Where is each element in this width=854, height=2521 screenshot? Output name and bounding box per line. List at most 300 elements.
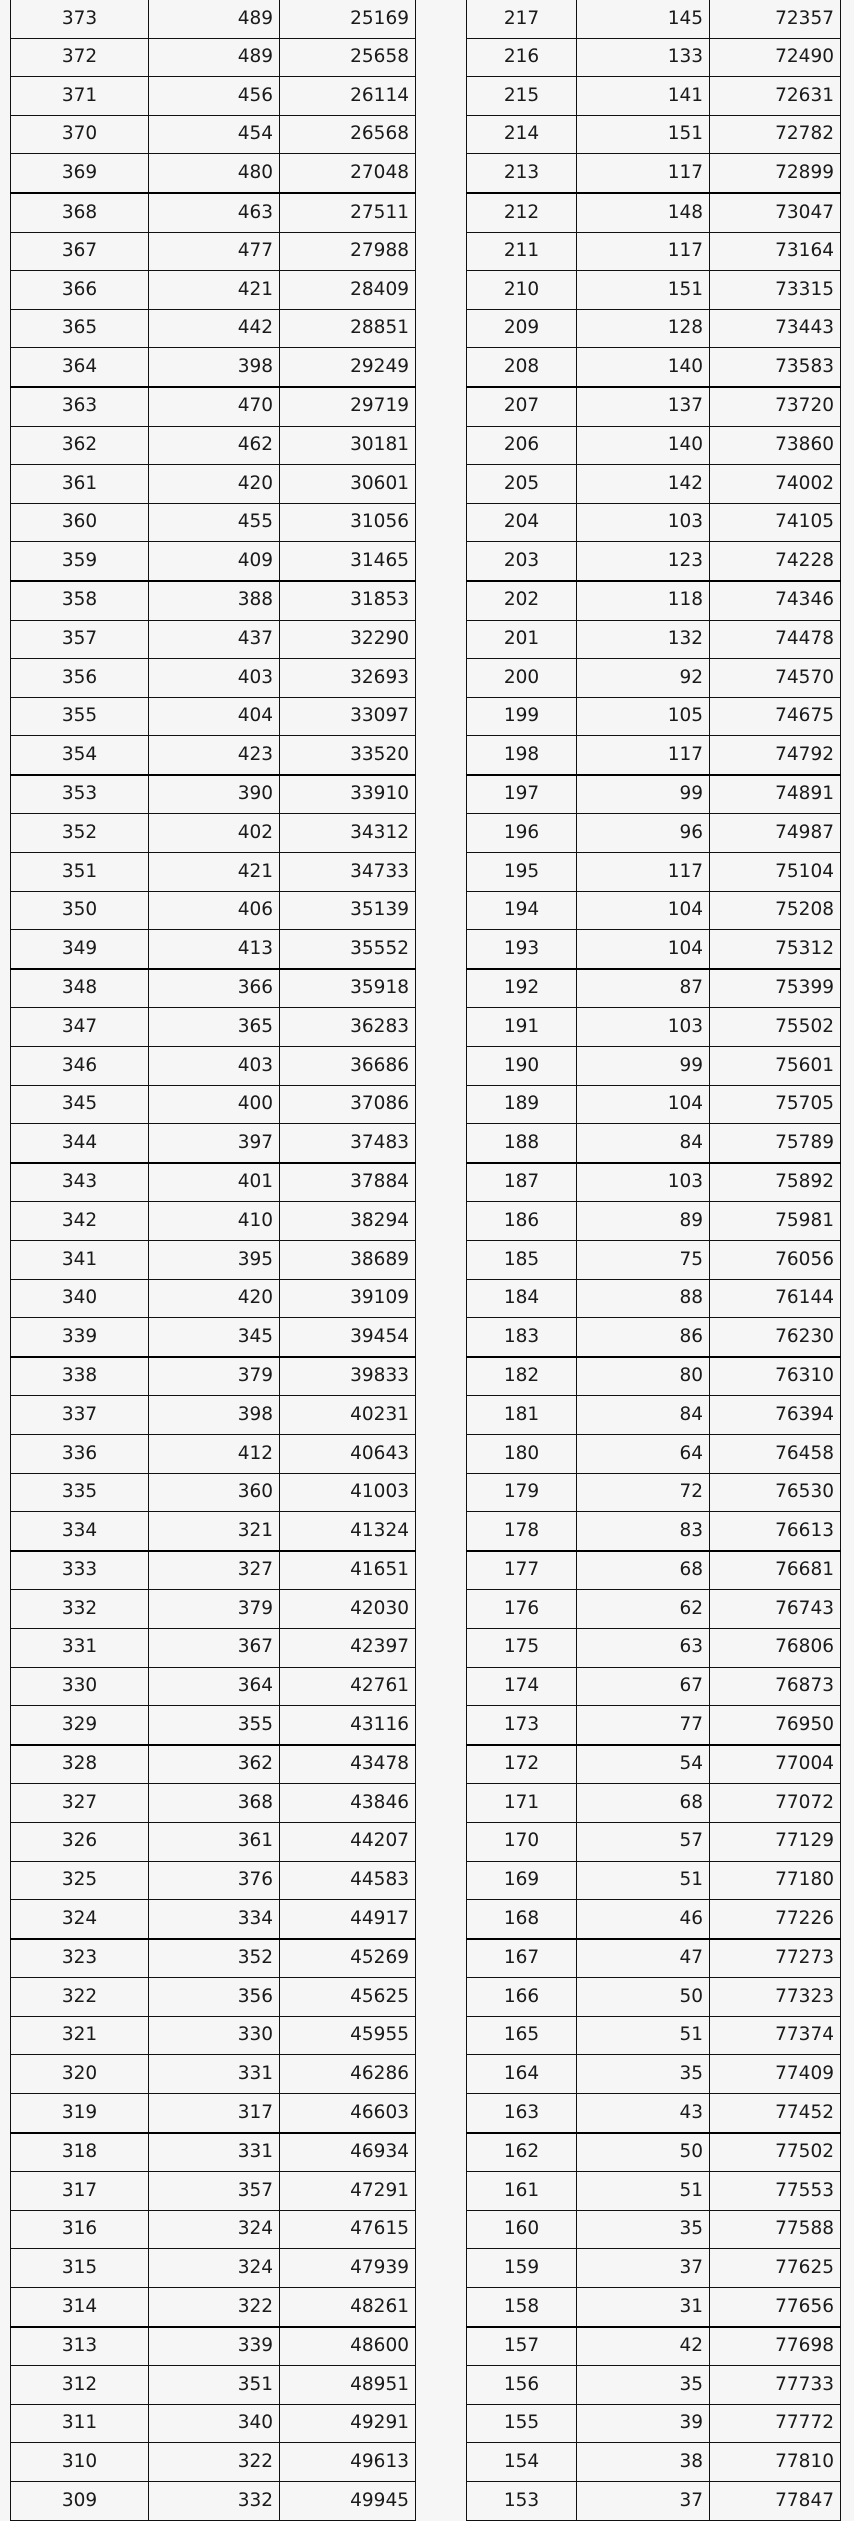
table-row [11,930,416,969]
table-row [11,2249,416,2288]
count-cell: 87 [577,969,710,1008]
cumulative-cell: 25169 [280,0,416,38]
table-row [467,2094,841,2133]
score-cell: 198 [467,736,577,775]
score-cell: 191 [467,1008,577,1047]
table-row [11,620,416,659]
cumulative-cell: 42397 [280,1628,416,1667]
table-row [467,387,841,426]
score-cell: 210 [467,271,577,310]
count-cell: 151 [577,271,710,310]
score-cell: 362 [11,426,149,465]
cumulative-cell: 75892 [710,1163,841,1202]
score-cell: 358 [11,581,149,620]
score-cell: 195 [467,853,577,892]
score-table-left-body [11,0,416,2520]
score-cell: 312 [11,2366,149,2405]
score-cell: 318 [11,2133,149,2172]
cumulative-cell: 39109 [280,1279,416,1318]
count-cell: 117 [577,154,710,193]
score-cell: 167 [467,1939,577,1978]
cumulative-cell: 77409 [710,2055,841,2094]
count-cell: 379 [149,1590,280,1629]
count-cell: 133 [577,38,710,77]
table-row [467,775,841,814]
count-cell: 331 [149,2055,280,2094]
table-row [467,2366,841,2405]
count-cell: 437 [149,620,280,659]
table-row [11,1822,416,1861]
table-row [11,2133,416,2172]
score-cell: 172 [467,1745,577,1784]
count-cell: 331 [149,2133,280,2172]
score-cell: 184 [467,1279,577,1318]
cumulative-cell: 77129 [710,1822,841,1861]
cumulative-cell: 30601 [280,465,416,504]
score-cell: 205 [467,465,577,504]
table-row [467,853,841,892]
cumulative-cell: 76806 [710,1628,841,1667]
table-row [467,1939,841,1978]
table-row [11,1861,416,1900]
table-row [11,1784,416,1823]
count-cell: 88 [577,1279,710,1318]
score-cell: 360 [11,503,149,542]
score-cell: 331 [11,1628,149,1667]
cumulative-cell: 75981 [710,1202,841,1241]
score-cell: 356 [11,659,149,698]
count-cell: 365 [149,1008,280,1047]
count-cell: 99 [577,1047,710,1086]
table-row [467,271,841,310]
cumulative-cell: 46934 [280,2133,416,2172]
count-cell: 388 [149,581,280,620]
cumulative-cell: 76873 [710,1667,841,1706]
count-cell: 123 [577,542,710,581]
cumulative-cell: 41651 [280,1551,416,1590]
table-row [11,1008,416,1047]
score-cell: 319 [11,2094,149,2133]
count-cell: 379 [149,1357,280,1396]
table-row [11,2055,416,2094]
cumulative-cell: 77374 [710,2016,841,2055]
count-cell: 104 [577,891,710,930]
score-cell: 207 [467,387,577,426]
table-row [467,1667,841,1706]
count-cell: 117 [577,232,710,271]
score-cell: 329 [11,1706,149,1745]
score-cell: 155 [467,2404,577,2443]
count-cell: 75 [577,1241,710,1280]
count-cell: 406 [149,891,280,930]
count-cell: 118 [577,581,710,620]
score-cell: 328 [11,1745,149,1784]
cumulative-cell: 48600 [280,2327,416,2366]
score-cell: 313 [11,2327,149,2366]
cumulative-cell: 73583 [710,348,841,387]
count-cell: 355 [149,1706,280,1745]
table-row [467,309,841,348]
table-row [11,2210,416,2249]
cumulative-cell: 49613 [280,2443,416,2482]
cumulative-cell: 43478 [280,1745,416,1784]
score-cell: 193 [467,930,577,969]
score-cell: 192 [467,969,577,1008]
score-cell: 317 [11,2172,149,2211]
cumulative-cell: 75399 [710,969,841,1008]
score-table-left [10,0,416,2521]
count-cell: 103 [577,1163,710,1202]
cumulative-cell: 74346 [710,581,841,620]
score-cell: 182 [467,1357,577,1396]
count-cell: 50 [577,2133,710,2172]
score-cell: 190 [467,1047,577,1086]
count-cell: 403 [149,1047,280,1086]
table-row [467,2016,841,2055]
cumulative-cell: 45269 [280,1939,416,1978]
count-cell: 330 [149,2016,280,2055]
count-cell: 148 [577,193,710,232]
cumulative-cell: 43116 [280,1706,416,1745]
table-row [11,1978,416,2017]
cumulative-cell: 77004 [710,1745,841,1784]
cumulative-cell: 73720 [710,387,841,426]
table-row [467,1978,841,2017]
count-cell: 402 [149,814,280,853]
count-cell: 83 [577,1512,710,1551]
score-cell: 156 [467,2366,577,2405]
count-cell: 103 [577,1008,710,1047]
table-row [11,853,416,892]
cumulative-cell: 74987 [710,814,841,853]
count-cell: 132 [577,620,710,659]
score-cell: 365 [11,309,149,348]
table-row [467,1202,841,1241]
count-cell: 43 [577,2094,710,2133]
count-cell: 456 [149,77,280,116]
score-cell: 211 [467,232,577,271]
cumulative-cell: 44917 [280,1900,416,1939]
score-cell: 359 [11,542,149,581]
cumulative-cell: 37884 [280,1163,416,1202]
table-row [467,2210,841,2249]
cumulative-cell: 44207 [280,1822,416,1861]
score-cell: 164 [467,2055,577,2094]
table-row [467,0,841,38]
count-cell: 400 [149,1085,280,1124]
cumulative-cell: 37483 [280,1124,416,1163]
table-row [11,1396,416,1435]
score-cell: 166 [467,1978,577,2017]
table-row [467,1279,841,1318]
table-row [11,2016,416,2055]
table-row [467,1357,841,1396]
cumulative-cell: 73315 [710,271,841,310]
score-cell: 157 [467,2327,577,2366]
count-cell: 51 [577,2016,710,2055]
cumulative-cell: 75312 [710,930,841,969]
score-cell: 158 [467,2288,577,2327]
cumulative-cell: 72782 [710,115,841,154]
cumulative-cell: 46603 [280,2094,416,2133]
cumulative-cell: 26568 [280,115,416,154]
score-cell: 326 [11,1822,149,1861]
table-row [11,1667,416,1706]
score-cell: 366 [11,271,149,310]
table-row [467,620,841,659]
score-cell: 351 [11,853,149,892]
cumulative-cell: 76743 [710,1590,841,1629]
cumulative-cell: 33097 [280,697,416,736]
score-cell: 345 [11,1085,149,1124]
cumulative-cell: 47291 [280,2172,416,2211]
table-row [11,969,416,1008]
table-row [11,1357,416,1396]
cumulative-cell: 46286 [280,2055,416,2094]
table-row [467,2443,841,2482]
cumulative-cell: 74570 [710,659,841,698]
table-row [467,1512,841,1551]
score-cell: 200 [467,659,577,698]
cumulative-cell: 77810 [710,2443,841,2482]
table-row [467,697,841,736]
score-cell: 323 [11,1939,149,1978]
table-row [11,1473,416,1512]
count-cell: 390 [149,775,280,814]
score-cell: 340 [11,1279,149,1318]
score-cell: 341 [11,1241,149,1280]
table-row [11,2366,416,2405]
score-cell: 159 [467,2249,577,2288]
count-cell: 104 [577,1085,710,1124]
table-row [467,348,841,387]
cumulative-cell: 45625 [280,1978,416,2017]
score-cell: 343 [11,1163,149,1202]
count-cell: 84 [577,1124,710,1163]
cumulative-cell: 76310 [710,1357,841,1396]
count-cell: 103 [577,503,710,542]
table-row [11,1512,416,1551]
table-row [467,1628,841,1667]
cumulative-cell: 35918 [280,969,416,1008]
table-row [467,1590,841,1629]
table-row [467,1008,841,1047]
score-cell: 173 [467,1706,577,1745]
cumulative-cell: 77452 [710,2094,841,2133]
count-cell: 63 [577,1628,710,1667]
count-cell: 137 [577,387,710,426]
table-row [11,1163,416,1202]
score-cell: 160 [467,2210,577,2249]
table-row [467,38,841,77]
count-cell: 368 [149,1784,280,1823]
count-cell: 67 [577,1667,710,1706]
table-row [11,309,416,348]
cumulative-cell: 77226 [710,1900,841,1939]
count-cell: 35 [577,2055,710,2094]
score-cell: 320 [11,2055,149,2094]
cumulative-cell: 36283 [280,1008,416,1047]
table-row [467,193,841,232]
count-cell: 37 [577,2249,710,2288]
cumulative-cell: 77273 [710,1939,841,1978]
count-cell: 47 [577,1939,710,1978]
table-row [467,969,841,1008]
table-row [467,465,841,504]
cumulative-cell: 36686 [280,1047,416,1086]
count-cell: 140 [577,348,710,387]
count-cell: 352 [149,1939,280,1978]
table-row [11,1745,416,1784]
score-cell: 309 [11,2482,149,2521]
cumulative-cell: 75104 [710,853,841,892]
count-cell: 413 [149,930,280,969]
score-cell: 373 [11,0,149,38]
table-row [11,193,416,232]
score-cell: 179 [467,1473,577,1512]
cumulative-cell: 72899 [710,154,841,193]
count-cell: 480 [149,154,280,193]
count-cell: 104 [577,930,710,969]
score-cell: 350 [11,891,149,930]
cumulative-cell: 27988 [280,232,416,271]
table-row [11,814,416,853]
cumulative-cell: 37086 [280,1085,416,1124]
count-cell: 38 [577,2443,710,2482]
count-cell: 455 [149,503,280,542]
score-cell: 215 [467,77,577,116]
score-cell: 171 [467,1784,577,1823]
cumulative-cell: 32290 [280,620,416,659]
score-cell: 337 [11,1396,149,1435]
count-cell: 105 [577,697,710,736]
table-row [467,930,841,969]
cumulative-cell: 39833 [280,1357,416,1396]
table-row [467,2133,841,2172]
count-cell: 356 [149,1978,280,2017]
count-cell: 42 [577,2327,710,2366]
table-row [11,1241,416,1280]
table-row [11,659,416,698]
table-row [11,154,416,193]
table-row [11,2404,416,2443]
table-row [11,1279,416,1318]
cumulative-cell: 30181 [280,426,416,465]
table-row [11,1085,416,1124]
count-cell: 332 [149,2482,280,2521]
count-cell: 96 [577,814,710,853]
count-cell: 364 [149,1667,280,1706]
count-cell: 86 [577,1318,710,1357]
table-row [11,115,416,154]
table-row [11,1939,416,1978]
count-cell: 357 [149,2172,280,2211]
score-cell: 335 [11,1473,149,1512]
count-cell: 128 [577,309,710,348]
count-cell: 142 [577,465,710,504]
table-row [467,542,841,581]
cumulative-cell: 74002 [710,465,841,504]
score-cell: 206 [467,426,577,465]
score-cell: 372 [11,38,149,77]
score-cell: 363 [11,387,149,426]
score-cell: 168 [467,1900,577,1939]
cumulative-cell: 48951 [280,2366,416,2405]
score-cell: 316 [11,2210,149,2249]
cumulative-cell: 76230 [710,1318,841,1357]
cumulative-cell: 38689 [280,1241,416,1280]
score-cell: 364 [11,348,149,387]
score-cell: 170 [467,1822,577,1861]
cumulative-cell: 73443 [710,309,841,348]
score-cell: 189 [467,1085,577,1124]
cumulative-cell: 74105 [710,503,841,542]
score-cell: 325 [11,1861,149,1900]
score-cell: 169 [467,1861,577,1900]
score-cell: 162 [467,2133,577,2172]
table-row [11,1202,416,1241]
cumulative-cell: 77772 [710,2404,841,2443]
table-row [467,1861,841,1900]
table-row [467,1047,841,1086]
count-cell: 403 [149,659,280,698]
score-cell: 175 [467,1628,577,1667]
table-row [467,77,841,116]
score-cell: 311 [11,2404,149,2443]
count-cell: 51 [577,2172,710,2211]
score-table-right-body [467,0,841,2520]
count-cell: 420 [149,1279,280,1318]
count-cell: 409 [149,542,280,581]
count-cell: 62 [577,1590,710,1629]
count-cell: 57 [577,1822,710,1861]
count-cell: 463 [149,193,280,232]
cumulative-cell: 75502 [710,1008,841,1047]
count-cell: 321 [149,1512,280,1551]
score-cell: 203 [467,542,577,581]
score-cell: 369 [11,154,149,193]
table-row [467,1745,841,1784]
count-cell: 151 [577,115,710,154]
count-cell: 397 [149,1124,280,1163]
table-row [467,426,841,465]
count-cell: 489 [149,0,280,38]
cumulative-cell: 34733 [280,853,416,892]
score-cell: 188 [467,1124,577,1163]
table-row [467,1163,841,1202]
table-row [11,542,416,581]
score-cell: 183 [467,1318,577,1357]
cumulative-cell: 76056 [710,1241,841,1280]
table-row [11,1706,416,1745]
count-cell: 141 [577,77,710,116]
cumulative-cell: 77502 [710,2133,841,2172]
table-row [467,2404,841,2443]
score-cell: 185 [467,1241,577,1280]
cumulative-cell: 74478 [710,620,841,659]
cumulative-cell: 33910 [280,775,416,814]
score-cell: 342 [11,1202,149,1241]
table-row [11,426,416,465]
table-row [467,2055,841,2094]
count-cell: 37 [577,2482,710,2521]
count-cell: 117 [577,853,710,892]
count-cell: 84 [577,1396,710,1435]
score-cell: 370 [11,115,149,154]
table-row [467,581,841,620]
count-cell: 39 [577,2404,710,2443]
score-cell: 187 [467,1163,577,1202]
